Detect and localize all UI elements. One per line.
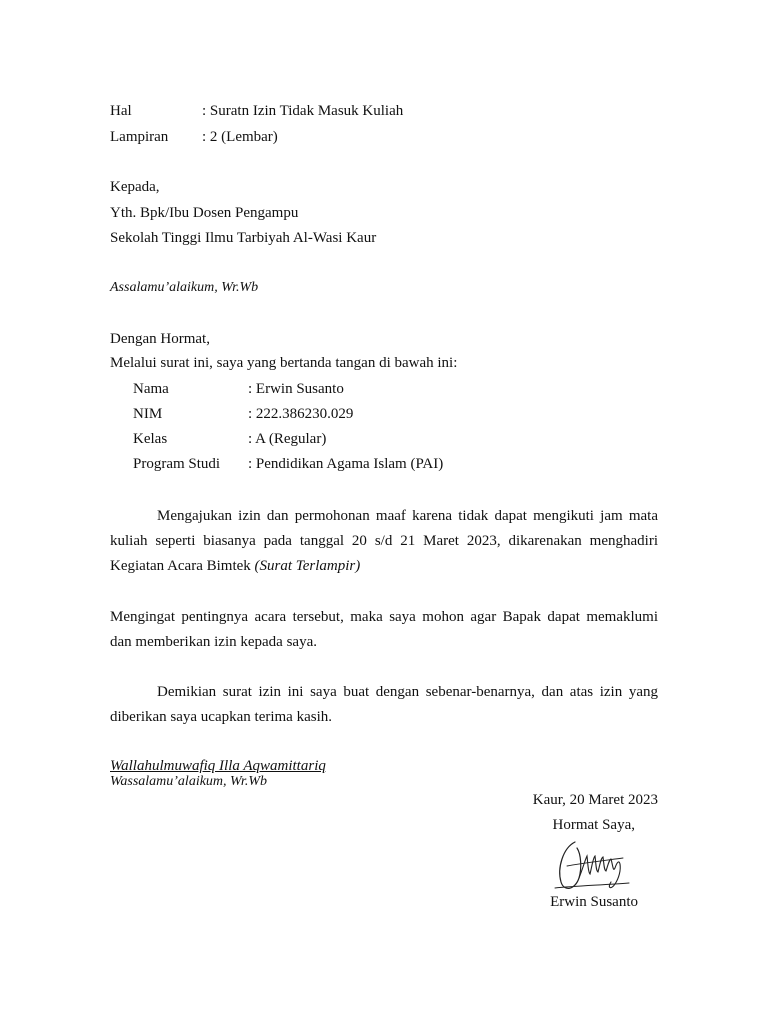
greeting: Assalamu’alaikum, Wr.Wb bbox=[110, 280, 259, 295]
paragraph-1-row-3-text: Kegiatan Acara Bimtek bbox=[110, 558, 255, 574]
body-paragraph-2 bbox=[110, 605, 658, 655]
recipient-line-3: Sekolah Tinggi Ilmu Tarbiyah Al-Wasi Kaur bbox=[110, 230, 377, 246]
opening-line-2: Melalui surat ini, saya yang bertanda tangan di bawah ini: bbox=[110, 355, 458, 371]
paragraph-3-row-1: Demikian surat izin ini saya buat dengan sebenar-benarnya, dan atas izin yang bbox=[157, 684, 658, 700]
signature-salutation: Hormat Saya, bbox=[552, 817, 635, 833]
paragraph-3-row-2: diberikan saya ucapkan terima kasih. bbox=[110, 709, 332, 725]
opening-line-1: Dengan Hormat, bbox=[110, 331, 210, 347]
closing-prayer: Wallahulmuwafiq Illa Aqwamittariq bbox=[110, 758, 326, 774]
identity-label-name: Nama bbox=[133, 381, 169, 397]
paragraph-1-row-3 bbox=[110, 554, 658, 579]
attachment-label: Lampiran bbox=[110, 129, 169, 145]
subject-value: : Suratn Izin Tidak Masuk Kuliah bbox=[202, 103, 404, 119]
signer-name: Erwin Susanto bbox=[550, 894, 638, 910]
subject-label: Hal bbox=[110, 103, 132, 119]
handwritten-signature bbox=[553, 838, 633, 900]
recipient-line-1: Kepada, bbox=[110, 179, 160, 195]
attachment-value: : 2 (Lembar) bbox=[202, 129, 278, 145]
body-paragraph-3 bbox=[110, 680, 658, 730]
closing-salam: Wassalamu’alaikum, Wr.Wb bbox=[110, 774, 267, 789]
identity-label-class: Kelas bbox=[133, 431, 168, 447]
identity-value-program: : Pendidikan Agama Islam (PAI) bbox=[248, 456, 444, 472]
identity-value-nim: : 222.386230.029 bbox=[248, 406, 354, 422]
identity-value-name: : Erwin Susanto bbox=[248, 381, 344, 397]
paragraph-1-row-1: Mengajukan izin dan permohonan maaf karena tidak dapat mengikuti jam mata bbox=[157, 508, 658, 524]
recipient-line-2: Yth. Bpk/Ibu Dosen Pengampu bbox=[110, 205, 299, 221]
identity-value-class: : A (Regular) bbox=[248, 431, 327, 447]
paragraph-2-row-2: dan memberikan izin kepada saya. bbox=[110, 634, 317, 650]
paragraph-1-row-2: kuliah seperti biasanya pada tanggal 20 s/d 21 Maret 2023, dikarenakan menghadiri bbox=[110, 533, 658, 549]
paragraph-2-row-1: Mengingat pentingnya acara tersebut, maka saya mohon agar Bapak dapat memaklumi bbox=[110, 609, 658, 625]
place-date: Kaur, 20 Maret 2023 bbox=[532, 792, 658, 808]
body-paragraph-1 bbox=[110, 504, 658, 579]
identity-label-program: Program Studi bbox=[133, 456, 221, 472]
attachment-note: (Surat Terlampir) bbox=[254, 558, 361, 574]
identity-label-nim: NIM bbox=[133, 406, 163, 422]
